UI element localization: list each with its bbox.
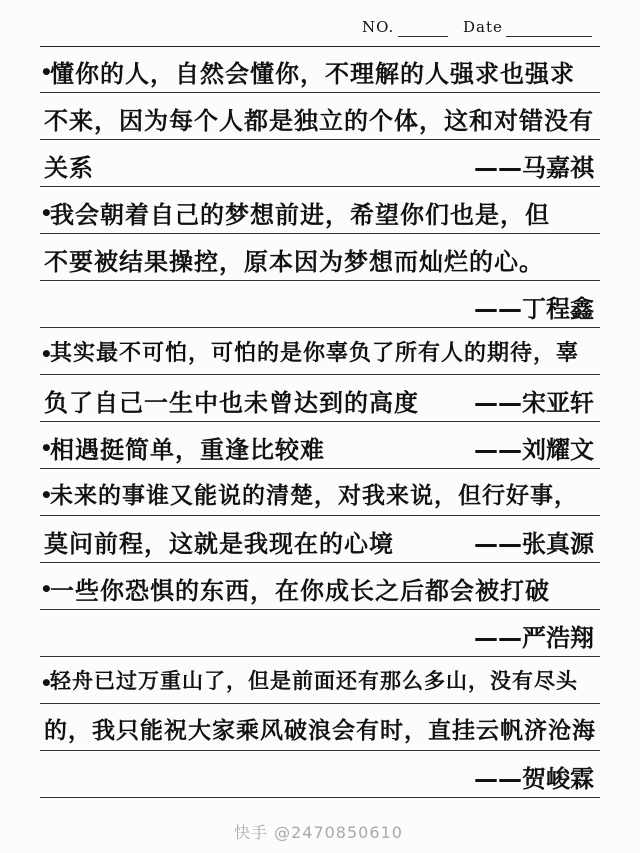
watermark-text: 快手 @2470850610 — [234, 823, 403, 842]
page-header — [0, 14, 640, 44]
quote-author: ——丁程鑫 — [474, 295, 594, 323]
bullet-icon: • — [40, 201, 53, 225]
line-text: 的，我只能祝大家乘风破浪会有时，直挂云帆济沧海 — [44, 718, 596, 744]
quote-author: ——刘耀文 — [474, 436, 594, 464]
bullet-icon: • — [40, 483, 53, 507]
text-line — [40, 516, 600, 563]
text-line — [40, 234, 600, 281]
text-line — [40, 469, 600, 516]
line-text: 未来的事谁又能说的清楚，对我来说，但行好事， — [50, 483, 578, 509]
line-text: 莫问前程，这就是我现在的心境 — [44, 530, 394, 558]
text-line — [40, 422, 600, 469]
bullet-icon: • — [40, 436, 53, 460]
quote-author: ——马嘉祺 — [474, 154, 594, 182]
bullet-icon: • — [40, 60, 53, 84]
text-line — [40, 751, 600, 798]
quote-author: ——严浩翔 — [474, 624, 594, 652]
quote-author: ——张真源 — [474, 530, 594, 558]
line-text: 轻舟已过万重山了，但是前面还有那么多山，没有尽头 — [50, 669, 578, 693]
text-line — [40, 140, 600, 187]
bullet-icon: • — [40, 577, 53, 601]
text-line — [40, 657, 600, 704]
text-line — [40, 375, 600, 422]
quote-author: ——宋亚轩 — [474, 389, 594, 417]
text-line — [40, 93, 600, 140]
quote-author: ——贺峻霖 — [474, 765, 594, 793]
line-text: 懂你的人，自然会懂你，不理解的人强求也强求 — [50, 60, 575, 88]
date-field-line — [506, 36, 592, 37]
line-text: 其实最不可怕，可怕的是你辜负了所有人的期待，辜 — [50, 341, 580, 366]
watermark — [234, 820, 403, 843]
text-line — [40, 704, 600, 751]
date-label: Date — [463, 18, 503, 36]
line-text: 我会朝着自己的梦想前进，希望你们也是，但 — [50, 201, 550, 229]
no-field-line — [398, 36, 448, 37]
bullet-icon: • — [40, 342, 53, 366]
text-line — [40, 610, 600, 657]
bullet-icon: • — [40, 671, 53, 695]
text-line — [40, 563, 600, 610]
text-line — [40, 328, 600, 375]
text-line — [40, 46, 600, 93]
ruled-line — [40, 797, 600, 798]
text-line — [40, 281, 600, 328]
no-label: NO. — [362, 18, 395, 36]
line-text: 不要被结果操控，原本因为梦想而灿烂的心。 — [44, 248, 544, 276]
line-text: 相遇挺简单，重逢比较难 — [50, 436, 325, 464]
line-text: 一些你恐惧的东西，在你成长之后都会被打破 — [50, 577, 550, 605]
line-text: 负了自己一生中也未曾达到的高度 — [44, 389, 419, 417]
line-text: 关系 — [44, 154, 94, 182]
text-line — [40, 187, 600, 234]
line-text: 不来，因为每个人都是独立的个体，这和对错没有 — [44, 107, 594, 135]
